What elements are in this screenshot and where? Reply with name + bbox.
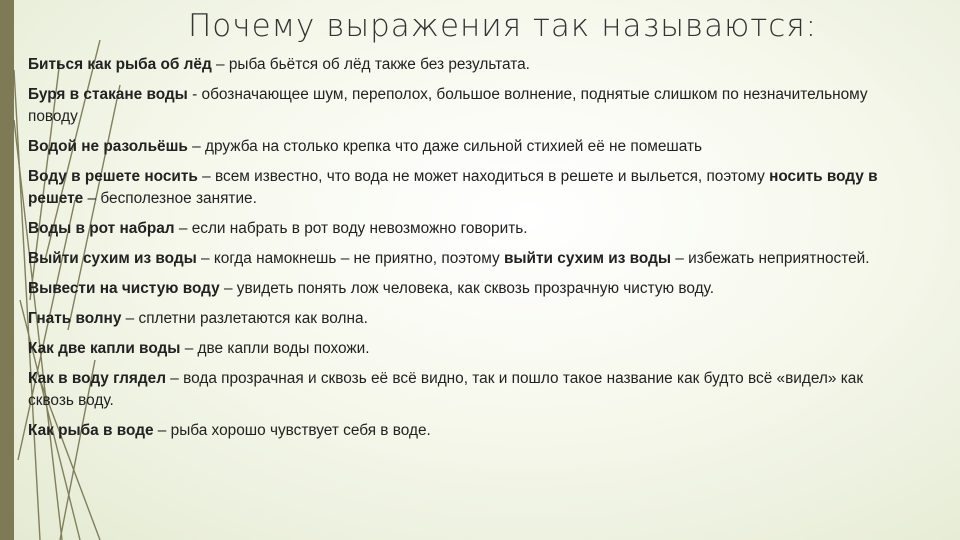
expression-term: Биться как рыба об лёд <box>28 56 212 73</box>
expression-term-repeat: носить воду в решете <box>28 168 878 207</box>
expression-term: Гнать волну <box>28 310 122 327</box>
expression-explanation: – дружба на столько крепка что даже сильной стихией её не помешать <box>187 138 703 155</box>
list-item <box>28 248 908 270</box>
expression-term: Как рыба в воде <box>28 422 154 439</box>
expression-explanation: - обозначающее шум, переполох, большое волнение, поднятые слишком по незначительному поводу <box>28 86 868 125</box>
expression-explanation: – вода прозрачная и сквозь её всё видно, так и пошло такое название как будто всё «видел» как сквозь воду. <box>28 370 864 409</box>
expression-term: Воду в решете носить <box>28 168 198 185</box>
expression-term: Воды в рот набрал <box>28 220 175 237</box>
expression-term: Как в воду глядел <box>28 370 166 387</box>
expression-term-repeat: выйти сухим из воды <box>503 250 672 267</box>
list-item <box>28 136 908 158</box>
expression-explanation: – сплетни разлетаются как волна. <box>121 310 368 327</box>
list-item <box>28 278 908 300</box>
expression-explanation: – рыба бьётся об лёд также без результата. <box>211 56 530 73</box>
list-item <box>28 368 908 412</box>
expression-explanation: – две капли воды похожи. <box>180 340 370 357</box>
expression-term: Вывести на чистую воду <box>28 280 220 297</box>
list-item <box>28 84 908 128</box>
expression-term: Как две капли воды <box>28 340 181 357</box>
expression-term: Водой не разольёшь <box>28 138 188 155</box>
expression-explanation-tail: – избежать неприятностей. <box>671 250 870 267</box>
expression-term: Выйти сухим из воды <box>28 250 197 267</box>
list-item <box>28 338 908 360</box>
page-title: Почему выражения так называются: <box>188 8 818 44</box>
list-item <box>28 54 908 76</box>
list-item <box>28 308 908 330</box>
expression-explanation-tail: – бесполезное занятие. <box>83 190 257 207</box>
expression-explanation: – если набрать в рот воду невозможно говорить. <box>174 220 528 237</box>
expressions-list <box>28 54 908 450</box>
expression-explanation: – когда намокнешь – не приятно, поэтому <box>196 250 504 267</box>
expression-term: Буря в стакане воды <box>28 86 188 103</box>
expression-explanation: – увидеть понять лож человека, как сквозь прозрачную чистую воду. <box>219 280 714 297</box>
list-item <box>28 218 908 240</box>
expression-explanation: – рыба хорошо чувствует себя в воде. <box>153 422 431 439</box>
list-item <box>28 420 908 442</box>
expression-explanation: – всем известно, что вода не может находиться в решете и выльется, поэтому <box>197 168 770 185</box>
list-item <box>28 166 908 210</box>
